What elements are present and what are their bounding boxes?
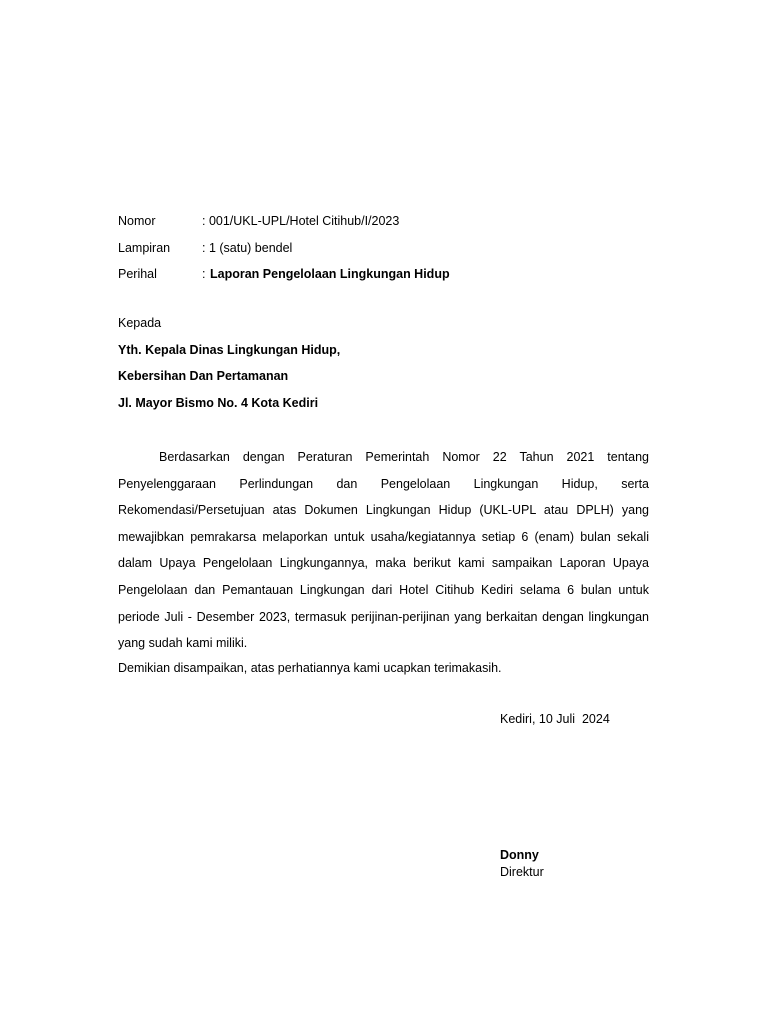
lampiran-value: : 1 (satu) bendel <box>202 240 293 255</box>
place-date: Kediri, 10 Juli 2024 <box>500 712 610 726</box>
body-paragraph: Berdasarkan dengan Peraturan Pemerintah Nomor 22 Tahun 2021 tentang Penyelenggaraan Perlindungan dan Pengelolaan Lingkungan Hidup, serta Rekomendasi/Persetujuan atas Dokumen Lingkungan Hidup (UKL-UPL atau DPLH) yang mewajibkan pemrakarsa melaporkan untuk usaha/kegiatannya setiap 6 (enam) bulan sekali dalam Upaya Pengelolaan Lingkungannya, maka berikut kami sampaikan Laporan Upaya Pengelolaan dan Pemantauan Lingkungan dari Hotel Citihub Kediri selama 6 bulan untuk periode Juli - Desember 2023, termasuk perijinan-perijinan yang berkaitan dengan lingkungan yang sudah kami miliki. <box>118 450 649 651</box>
perihal-value: Laporan Pengelolaan Lingkungan Hidup <box>210 267 450 282</box>
nomor-value: : 001/UKL-UPL/Hotel Citihub/I/2023 <box>202 214 400 229</box>
signer-name: Donny <box>500 848 539 862</box>
recipient-line-2: Kebersihan Dan Pertamanan <box>118 369 289 384</box>
recipient-address: Jl. Mayor Bismo No. 4 Kota Kediri <box>118 396 319 411</box>
lampiran-label: Lampiran <box>118 240 171 255</box>
perihal-row <box>118 261 450 288</box>
salutation: Kepada <box>118 316 162 330</box>
signature-block <box>500 847 544 881</box>
nomor-label: Nomor <box>118 214 156 229</box>
lampiran-row <box>118 235 450 262</box>
nomor-row <box>118 208 450 235</box>
recipient-block <box>118 314 340 421</box>
recipient-line-1: Yth. Kepala Dinas Lingkungan Hidup, <box>118 342 341 357</box>
signer-title: Direktur <box>500 865 544 879</box>
perihal-colon: : <box>202 267 206 282</box>
perihal-label: Perihal <box>118 267 157 282</box>
letter-header-info <box>118 208 450 288</box>
closing-sentence: Demikian disampaikan, atas perhatiannya kami ucapkan terimakasih. <box>118 661 502 675</box>
letter-body <box>118 444 649 657</box>
